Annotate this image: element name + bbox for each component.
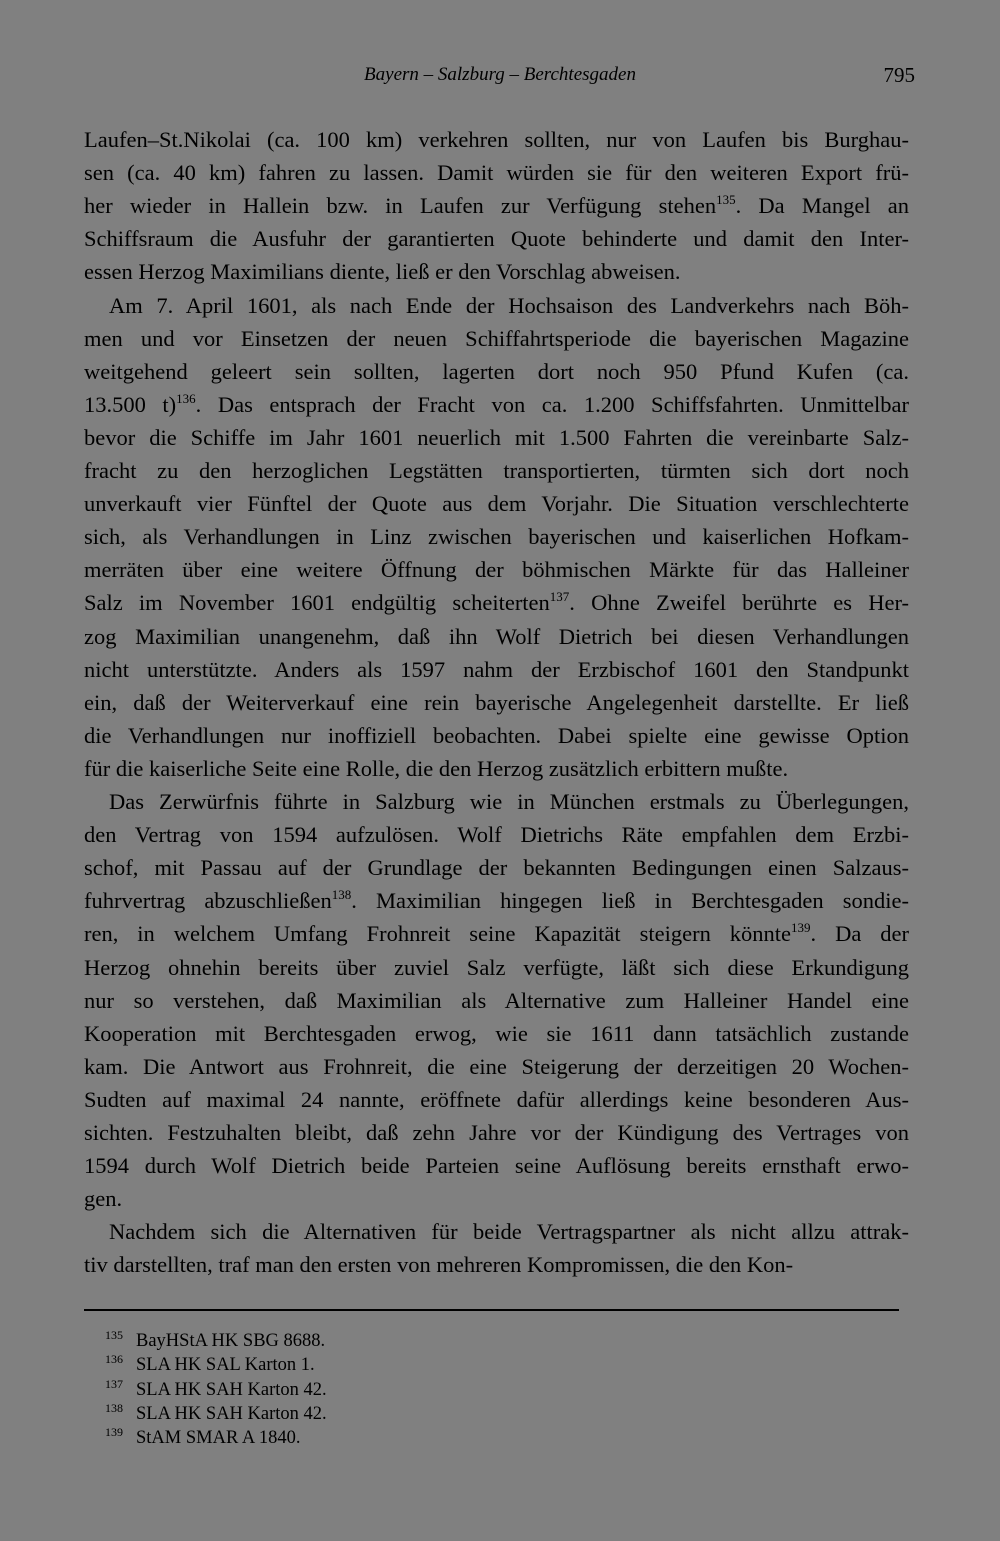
line-text: Kooperation mit Berchtesgaden erwog, wie sie 1611 dann tatsächlich zustande [84, 1020, 909, 1046]
line-text: unverkauft vier Fünftel der Quote aus dem Vorjahr. Die Situation verschlechterte [84, 491, 909, 517]
line-text: zog Maximilian unangenehm, daß ihn Wolf Dietrich bei diesen Verhandlungen [84, 623, 909, 649]
text-line [84, 620, 909, 653]
text-line [84, 653, 909, 686]
text-line [84, 487, 909, 520]
line-text: 1594 durch Wolf Dietrich beide Parteien seine Auflösung bereits ernsthaft erwo- [84, 1153, 909, 1179]
text-line [84, 322, 909, 355]
text-line [84, 1017, 909, 1050]
footnote-divider [84, 1309, 899, 1311]
line-text: tiv darstellten, traf man den ersten von mehreren Kompromissen, die den Kon- [84, 1252, 794, 1278]
line-text: nur so verstehen, daß Maximilian als Alternative zum Halleiner Handel eine [84, 987, 909, 1013]
text-line [84, 586, 909, 619]
footnote-number: 138 [105, 1400, 123, 1415]
line-text: fuhrvertrag abzuschließen [84, 888, 332, 914]
line-text: Laufen–St.Nikolai (ca. 100 km) verkehren sollten, nur von Laufen bis Burghau- [84, 127, 909, 152]
line-text: 13.500 t) [84, 391, 177, 417]
text-line [84, 255, 909, 288]
text-line [109, 289, 909, 322]
footnote-number: 136 [105, 1352, 123, 1367]
footnote-reference: 138 [331, 887, 352, 903]
footnote [105, 1372, 327, 1400]
line-text: weitgehend geleert sein sollten, lagerten dort noch 950 Pfund Kufen (ca. [84, 358, 909, 384]
line-text: . Das entsprach der Fracht von ca. 1.200 Schiffsfahrten. Unmittelbar [195, 391, 909, 417]
text-line [109, 1215, 909, 1248]
line-text: den Vertrag von 1594 aufzulösen. Wolf Dietrichs Räte empfahlen dem Erzbi- [84, 822, 909, 848]
running-header: Bayern – Salzburg – Berchtesgaden [364, 64, 636, 85]
text-line [84, 123, 909, 156]
footnote-reference: 139 [791, 920, 811, 936]
line-text: schof, mit Passau auf der Grundlage der bekannten Bedingungen einen Salzaus- [84, 855, 909, 881]
footnote-number: 137 [105, 1376, 123, 1391]
line-text: gen. [84, 1186, 123, 1212]
line-text: Salz im November 1601 endgültig scheiterten [84, 590, 550, 616]
footnote-number: 135 [105, 1328, 123, 1342]
footnote [105, 1347, 315, 1376]
text-line [84, 421, 909, 454]
line-text: Sudten auf maximal 24 nannte, eröffnete dafür allerdings keine besonderen Aus- [84, 1086, 909, 1112]
footnote-reference: 135 [716, 192, 736, 208]
text-line [84, 951, 909, 984]
text-line [84, 1050, 909, 1083]
line-text: her wieder in Hallein bzw. in Laufen zur Verfügung stehen [84, 193, 717, 219]
text-line [84, 454, 909, 487]
line-text: fracht zu den herzoglichen Legstätten transportierten, türmten sich dort noch [84, 458, 909, 483]
line-text: merräten über eine weitere Öffnung der böhmischen Märkte für das Halleiner [84, 557, 909, 583]
footnote-text: SLA HK SAH Karton 42. [136, 1379, 327, 1400]
line-text: sich, als Verhandlungen in Linz zwischen bayerischen und kaiserlichen Hofkam- [84, 524, 909, 550]
line-text: kam. Die Antwort aus Frohnreit, die eine Steigerung der derzeitigen 20 Wochen- [84, 1053, 909, 1079]
text-line [84, 752, 909, 785]
text-line [84, 851, 909, 884]
text-line [84, 553, 909, 586]
line-text: Schiffsraum die Ausfuhr der garantierten Quote behinderte und damit den Inter- [84, 226, 909, 252]
line-text: . Da der [810, 921, 909, 947]
text-line [84, 884, 909, 917]
line-text: bevor die Schiffe im Jahr 1601 neuerlich mit 1.500 Fahrten die vereinbarte Salz- [84, 424, 909, 450]
line-text: . Ohne Zweifel berührte es Her- [569, 590, 909, 616]
text-line [84, 984, 909, 1017]
line-text: . Maximilian hingegen ließ in Berchtesgaden sondie- [351, 888, 909, 914]
line-text: essen Herzog Maximilians diente, ließ er den Vorschlag abweisen. [84, 259, 681, 285]
line-text: men und vor Einsetzen der neuen Schiffahrtsperiode die bayerischen Magazine [84, 325, 909, 351]
text-line [84, 156, 909, 189]
text-line [109, 785, 909, 818]
text-line [84, 355, 909, 388]
text-line [84, 1149, 909, 1182]
footnote-text: StAM SMAR A 1840. [136, 1428, 301, 1449]
page-number: 795 [883, 63, 915, 87]
footnote-text: SLA HK SAL Karton 1. [136, 1355, 315, 1376]
text-line [84, 520, 909, 553]
text-line [84, 1116, 909, 1149]
line-text: Das Zerwürfnis führte in Salzburg wie in München erstmals zu Überlegungen, [109, 789, 909, 814]
line-text: die Verhandlungen nur inoffiziell beobachten. Dabei spielte eine gewisse Option [84, 722, 909, 748]
footnote-text: BayHStA HK SBG 8688. [136, 1331, 326, 1351]
text-line [84, 1248, 909, 1281]
line-text: . Da Mangel an [735, 193, 909, 219]
text-line [84, 917, 909, 950]
text-line [84, 1182, 909, 1215]
line-text: ren, in welchem Umfang Frohnreit seine Kapazität steigern könnte [84, 921, 791, 947]
line-text: Herzog ohnehin bereits über zuviel Salz verfügte, läßt sich diese Erkundigung [84, 954, 909, 980]
footnote-text: SLA HK SAH Karton 42. [136, 1403, 327, 1424]
line-text: ein, daß der Weiterverkauf eine rein bayerische Angelegenheit darstellte. Er ließ [84, 689, 909, 715]
text-line [84, 1083, 909, 1116]
text-line [84, 818, 909, 851]
text-line [84, 189, 909, 222]
line-text: sichten. Festzuhalten bleibt, daß zehn Jahre vor der Kündigung des Vertrages von [84, 1120, 909, 1145]
line-text: Nachdem sich die Alternativen für beide Vertragspartner als nicht allzu attrak- [109, 1219, 909, 1245]
line-text: Am 7. April 1601, als nach Ende der Hochsaison des Landverkehrs nach Böh- [109, 292, 909, 318]
footnote [105, 1396, 327, 1424]
footnote-reference: 137 [549, 589, 570, 605]
footnote [105, 1420, 301, 1449]
text-line [84, 686, 909, 719]
text-line [84, 222, 909, 255]
footnote [105, 1323, 326, 1351]
footnote-number: 139 [105, 1425, 123, 1440]
footnote-reference: 136 [176, 390, 196, 406]
line-text: für die kaiserliche Seite eine Rolle, die den Herzog zusätzlich erbittern mußte. [84, 755, 789, 781]
text-line [84, 719, 909, 752]
line-text: sen (ca. 40 km) fahren zu lassen. Damit würden sie für den weiteren Export frü- [84, 160, 909, 186]
line-text: nicht unterstützte. Anders als 1597 nahm der Erzbischof 1601 den Standpunkt [84, 656, 909, 682]
text-line [84, 388, 909, 421]
